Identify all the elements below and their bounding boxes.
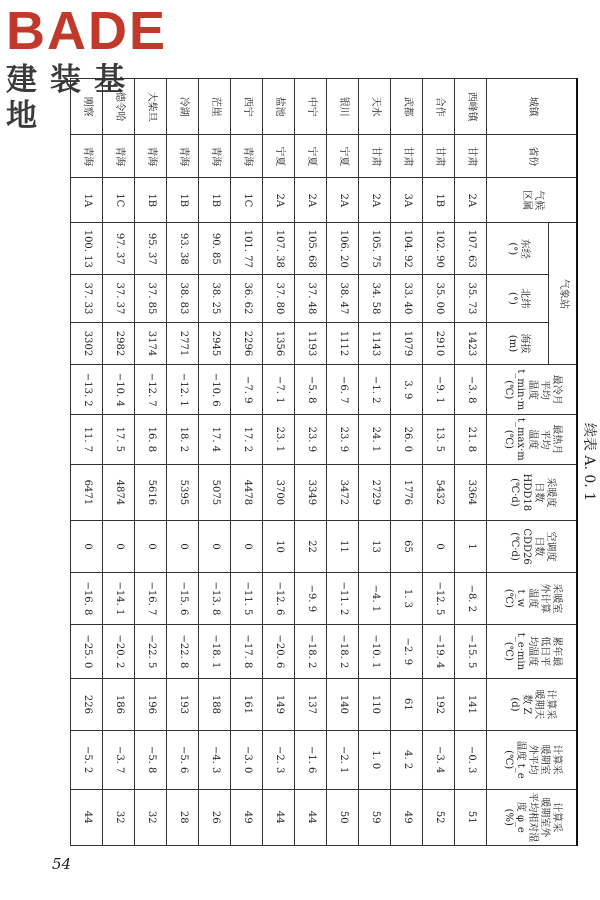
cell-days: 61 (391, 678, 423, 730)
cell-rh: 44 (71, 789, 103, 846)
table-row (71, 79, 103, 846)
cell-rh: 32 (135, 789, 167, 846)
cell-cdd: 0 (167, 521, 199, 573)
cell-cdd: 13 (359, 521, 391, 573)
rotated-table-page (80, 78, 600, 846)
cell-tcold: −13. 2 (71, 365, 103, 415)
cell-rh: 59 (359, 789, 391, 846)
table-caption: 续表 A. 0. 1 (581, 422, 597, 502)
col-header-station-group: 气象站 (549, 223, 577, 365)
table-row (263, 79, 295, 846)
table-row (359, 79, 391, 846)
col-header-latitude: 北纬 (°) (487, 275, 549, 322)
cell-tcold: −7. 1 (263, 365, 295, 415)
cell-hdd: 5395 (167, 464, 199, 520)
cell-te: −5. 2 (71, 730, 103, 789)
cell-temin: −17. 8 (231, 624, 263, 678)
cell-te: 4. 2 (391, 730, 423, 789)
cell-lon: 105. 68 (295, 223, 327, 275)
cell-tcold: −3. 8 (455, 365, 487, 415)
cell-days: 186 (103, 678, 135, 730)
col-header-longitude: 东经 (°) (487, 223, 549, 275)
cell-temin: −18. 2 (327, 624, 359, 678)
cell-tw: −11. 5 (231, 572, 263, 624)
cell-hdd: 3364 (455, 464, 487, 520)
cell-province: 青海 (167, 135, 199, 178)
cell-province: 甘肃 (391, 135, 423, 178)
cell-tcold: −9. 1 (423, 365, 455, 415)
cell-city: 冷湖 (167, 79, 199, 135)
page-number: 54 (52, 855, 72, 873)
cell-lat: 37. 33 (71, 275, 103, 322)
col-header-altitude: 海拔 (m) (487, 322, 549, 365)
table-row (327, 79, 359, 846)
cell-tcold: −10. 4 (103, 365, 135, 415)
cell-hdd: 4478 (231, 464, 263, 520)
cell-temin: −20. 2 (103, 624, 135, 678)
table-row (135, 79, 167, 846)
cell-zone: 1C (231, 178, 263, 223)
cell-alt: 2910 (423, 322, 455, 365)
cell-lon: 104. 92 (391, 223, 423, 275)
cell-zone: 1B (167, 178, 199, 223)
cell-zone: 1B (135, 178, 167, 223)
cell-lon: 107. 63 (455, 223, 487, 275)
cell-city: 银川 (327, 79, 359, 135)
cell-province: 青海 (135, 135, 167, 178)
cell-temin: −22. 5 (135, 624, 167, 678)
cell-te: 1. 0 (359, 730, 391, 789)
cell-days: 226 (71, 678, 103, 730)
cell-thot: 23. 1 (263, 415, 295, 465)
cell-rh: 28 (167, 789, 199, 846)
cell-thot: 21. 8 (455, 415, 487, 465)
cell-thot: 16. 8 (135, 415, 167, 465)
cell-tw: 1. 3 (391, 572, 423, 624)
cell-tcold: −6. 7 (327, 365, 359, 415)
cell-lon: 106. 20 (327, 223, 359, 275)
cell-cdd: 0 (199, 521, 231, 573)
cell-cdd: 10 (263, 521, 295, 573)
cell-tw: −8. 2 (455, 572, 487, 624)
cell-cdd: 0 (71, 521, 103, 573)
col-header-heating-period-temp: 计算采 暖期室 外平均 温度 t_e (℃) (487, 730, 577, 789)
cell-thot: 23. 9 (295, 415, 327, 465)
cell-temin: −15. 5 (455, 624, 487, 678)
col-header-hottest-month: 最热月 平均 温度 t_max·m (℃) (487, 415, 577, 465)
cell-alt: 2982 (103, 322, 135, 365)
cell-tw: −4. 1 (359, 572, 391, 624)
cell-days: 137 (295, 678, 327, 730)
cell-cdd: 11 (327, 521, 359, 573)
cell-te: −2. 1 (327, 730, 359, 789)
cell-hdd: 1776 (391, 464, 423, 520)
cell-city: 合作 (423, 79, 455, 135)
cell-province: 宁夏 (295, 135, 327, 178)
cell-lat: 37. 48 (295, 275, 327, 322)
cell-lat: 34. 58 (359, 275, 391, 322)
cell-lat: 35. 00 (423, 275, 455, 322)
cell-rh: 32 (103, 789, 135, 846)
cell-lat: 38. 83 (167, 275, 199, 322)
cell-cdd: 0 (103, 521, 135, 573)
cell-temin: −25. 0 (71, 624, 103, 678)
cell-te: −4. 3 (199, 730, 231, 789)
cell-lat: 37. 85 (135, 275, 167, 322)
col-header-province: 省份 (487, 135, 577, 178)
cell-thot: 26. 0 (391, 415, 423, 465)
col-header-coldest-month: 最冷月 平均 温度 t_min·m (℃) (487, 365, 577, 415)
cell-city: 大柴旦 (135, 79, 167, 135)
cell-temin: −20. 6 (263, 624, 295, 678)
cell-rh: 50 (327, 789, 359, 846)
table-row (423, 79, 455, 846)
cell-alt: 1423 (455, 322, 487, 365)
cell-thot: 17. 4 (199, 415, 231, 465)
cell-hdd: 2729 (359, 464, 391, 520)
cell-hdd: 5432 (423, 464, 455, 520)
cell-tcold: −5. 8 (295, 365, 327, 415)
cell-lat: 37. 37 (103, 275, 135, 322)
cell-tcold: −12. 7 (135, 365, 167, 415)
cell-te: −0. 3 (455, 730, 487, 789)
cell-alt: 3174 (135, 322, 167, 365)
table-row (167, 79, 199, 846)
table-row (199, 79, 231, 846)
cell-alt: 2771 (167, 322, 199, 365)
cell-province: 甘肃 (423, 135, 455, 178)
cell-alt: 2945 (199, 322, 231, 365)
cell-zone: 2A (263, 178, 295, 223)
cell-rh: 26 (199, 789, 231, 846)
cell-tw: −15. 6 (167, 572, 199, 624)
cell-days: 110 (359, 678, 391, 730)
col-header-heating-days: 计算采 暖期天 数 Z (d) (487, 678, 577, 730)
cell-te: −3. 0 (231, 730, 263, 789)
cell-rh: 49 (391, 789, 423, 846)
cell-tw: −14. 1 (103, 572, 135, 624)
cell-lon: 93. 38 (167, 223, 199, 275)
cell-tw: −16. 7 (135, 572, 167, 624)
cell-hdd: 3349 (295, 464, 327, 520)
cell-city: 西峰镇 (455, 79, 487, 135)
logo-subtitle: 建装基地 (6, 62, 138, 134)
cell-lon: 105. 75 (359, 223, 391, 275)
table-row (231, 79, 263, 846)
cell-lat: 36. 62 (231, 275, 263, 322)
table-row (103, 79, 135, 846)
cell-city: 天水 (359, 79, 391, 135)
cell-rh: 49 (231, 789, 263, 846)
cell-tcold: −12. 1 (167, 365, 199, 415)
cell-province: 甘肃 (455, 135, 487, 178)
cell-zone: 3A (391, 178, 423, 223)
cell-rh: 44 (263, 789, 295, 846)
cell-days: 141 (455, 678, 487, 730)
cell-zone: 2A (359, 178, 391, 223)
cell-temin: −19. 4 (423, 624, 455, 678)
cell-alt: 1143 (359, 322, 391, 365)
col-header-hdd18: 采暖度 日数 HDD18 (℃·d) (487, 464, 577, 520)
cell-hdd: 5075 (199, 464, 231, 520)
cell-te: −1. 6 (295, 730, 327, 789)
cell-lon: 97. 37 (103, 223, 135, 275)
cell-tw: −11. 2 (327, 572, 359, 624)
cell-thot: 24. 1 (359, 415, 391, 465)
cell-days: 161 (231, 678, 263, 730)
col-header-cdd26: 空调度 日数 CDD26 (℃·d) (487, 521, 577, 573)
cell-rh: 51 (455, 789, 487, 846)
cell-cdd: 0 (231, 521, 263, 573)
cell-days: 188 (199, 678, 231, 730)
cell-cdd: 65 (391, 521, 423, 573)
cell-province: 青海 (231, 135, 263, 178)
cell-lat: 37. 80 (263, 275, 295, 322)
cell-temin: −18. 2 (295, 624, 327, 678)
table-row (391, 79, 423, 846)
cell-lon: 107. 38 (263, 223, 295, 275)
cell-city: 刚察 (71, 79, 103, 135)
cell-thot: 23. 9 (327, 415, 359, 465)
cell-cdd: 22 (295, 521, 327, 573)
cell-city: 中宁 (295, 79, 327, 135)
cell-te: −3. 4 (423, 730, 455, 789)
cell-zone: 2A (295, 178, 327, 223)
cell-lon: 101. 77 (231, 223, 263, 275)
cell-zone: 2A (327, 178, 359, 223)
cell-zone: 1A (71, 178, 103, 223)
cell-days: 192 (423, 678, 455, 730)
cell-lat: 35. 73 (455, 275, 487, 322)
cell-tcold: 3. 9 (391, 365, 423, 415)
cell-temin: −2. 9 (391, 624, 423, 678)
cell-lon: 95. 37 (135, 223, 167, 275)
cell-lat: 33. 40 (391, 275, 423, 322)
cell-province: 青海 (103, 135, 135, 178)
cell-alt: 3302 (71, 322, 103, 365)
cell-lon: 90. 85 (199, 223, 231, 275)
cell-days: 193 (167, 678, 199, 730)
cell-tcold: −10. 6 (199, 365, 231, 415)
cell-tw: −12. 5 (423, 572, 455, 624)
cell-alt: 2296 (231, 322, 263, 365)
cell-zone: 2A (455, 178, 487, 223)
cell-days: 140 (327, 678, 359, 730)
logo-wordmark: BADE (6, 1, 168, 61)
cell-te: −5. 8 (135, 730, 167, 789)
cell-province: 青海 (199, 135, 231, 178)
cell-city: 武都 (391, 79, 423, 135)
cell-lat: 38. 47 (327, 275, 359, 322)
cell-alt: 1356 (263, 322, 295, 365)
cell-zone: 1C (103, 178, 135, 223)
cell-tw: −16. 8 (71, 572, 103, 624)
cell-rh: 52 (423, 789, 455, 846)
cell-te: −5. 6 (167, 730, 199, 789)
cell-thot: 13. 5 (423, 415, 455, 465)
cell-province: 宁夏 (263, 135, 295, 178)
cell-hdd: 6471 (71, 464, 103, 520)
cell-alt: 1079 (391, 322, 423, 365)
cell-days: 149 (263, 678, 295, 730)
cell-tcold: −7. 9 (231, 365, 263, 415)
cell-hdd: 5616 (135, 464, 167, 520)
cell-alt: 1193 (295, 322, 327, 365)
cell-days: 196 (135, 678, 167, 730)
col-header-climate-zone: 气候 区属 (487, 178, 577, 223)
table-row (455, 79, 487, 846)
cell-thot: 11. 7 (71, 415, 103, 465)
table-row (295, 79, 327, 846)
cell-thot: 17. 5 (103, 415, 135, 465)
cell-hdd: 3700 (263, 464, 295, 520)
cell-hdd: 3472 (327, 464, 359, 520)
climate-data-table (71, 78, 579, 846)
cell-lon: 102. 90 (423, 223, 455, 275)
cell-hdd: 4874 (103, 464, 135, 520)
table-body (71, 79, 487, 846)
col-header-outdoor-design-temp: 采暖室 外计算 温度 t_w (℃) (487, 572, 577, 624)
cell-lat: 38. 25 (199, 275, 231, 322)
col-header-lowest-daily-avg: 累年最 低日平 均温度 t_e·min (℃) (487, 624, 577, 678)
cell-province: 青海 (71, 135, 103, 178)
cell-city: 盐池 (263, 79, 295, 135)
cell-alt: 1112 (327, 322, 359, 365)
cell-thot: 18. 2 (167, 415, 199, 465)
cell-zone: 1B (423, 178, 455, 223)
cell-thot: 17. 2 (231, 415, 263, 465)
cell-province: 宁夏 (327, 135, 359, 178)
cell-tw: −9. 9 (295, 572, 327, 624)
cell-rh: 44 (295, 789, 327, 846)
cell-te: −2. 3 (263, 730, 295, 789)
cell-temin: −10. 1 (359, 624, 391, 678)
col-header-heating-period-rh: 计算采 暖期室外 平均相对湿 度 φ_e (%) (487, 789, 577, 846)
cell-tcold: −1. 2 (359, 365, 391, 415)
cell-temin: −18. 1 (199, 624, 231, 678)
cell-lon: 100. 13 (71, 223, 103, 275)
cell-te: −3. 7 (103, 730, 135, 789)
cell-tw: −13. 8 (199, 572, 231, 624)
cell-zone: 1B (199, 178, 231, 223)
cell-temin: −22. 8 (167, 624, 199, 678)
cell-city: 德令哈 (103, 79, 135, 135)
col-header-city: 城镇 (487, 79, 577, 135)
cell-city: 茫崖 (199, 79, 231, 135)
cell-cdd: 0 (135, 521, 167, 573)
cell-province: 甘肃 (359, 135, 391, 178)
cell-city: 西宁 (231, 79, 263, 135)
cell-cdd: 1 (455, 521, 487, 573)
cell-cdd: 0 (423, 521, 455, 573)
cell-tw: −12. 6 (263, 572, 295, 624)
